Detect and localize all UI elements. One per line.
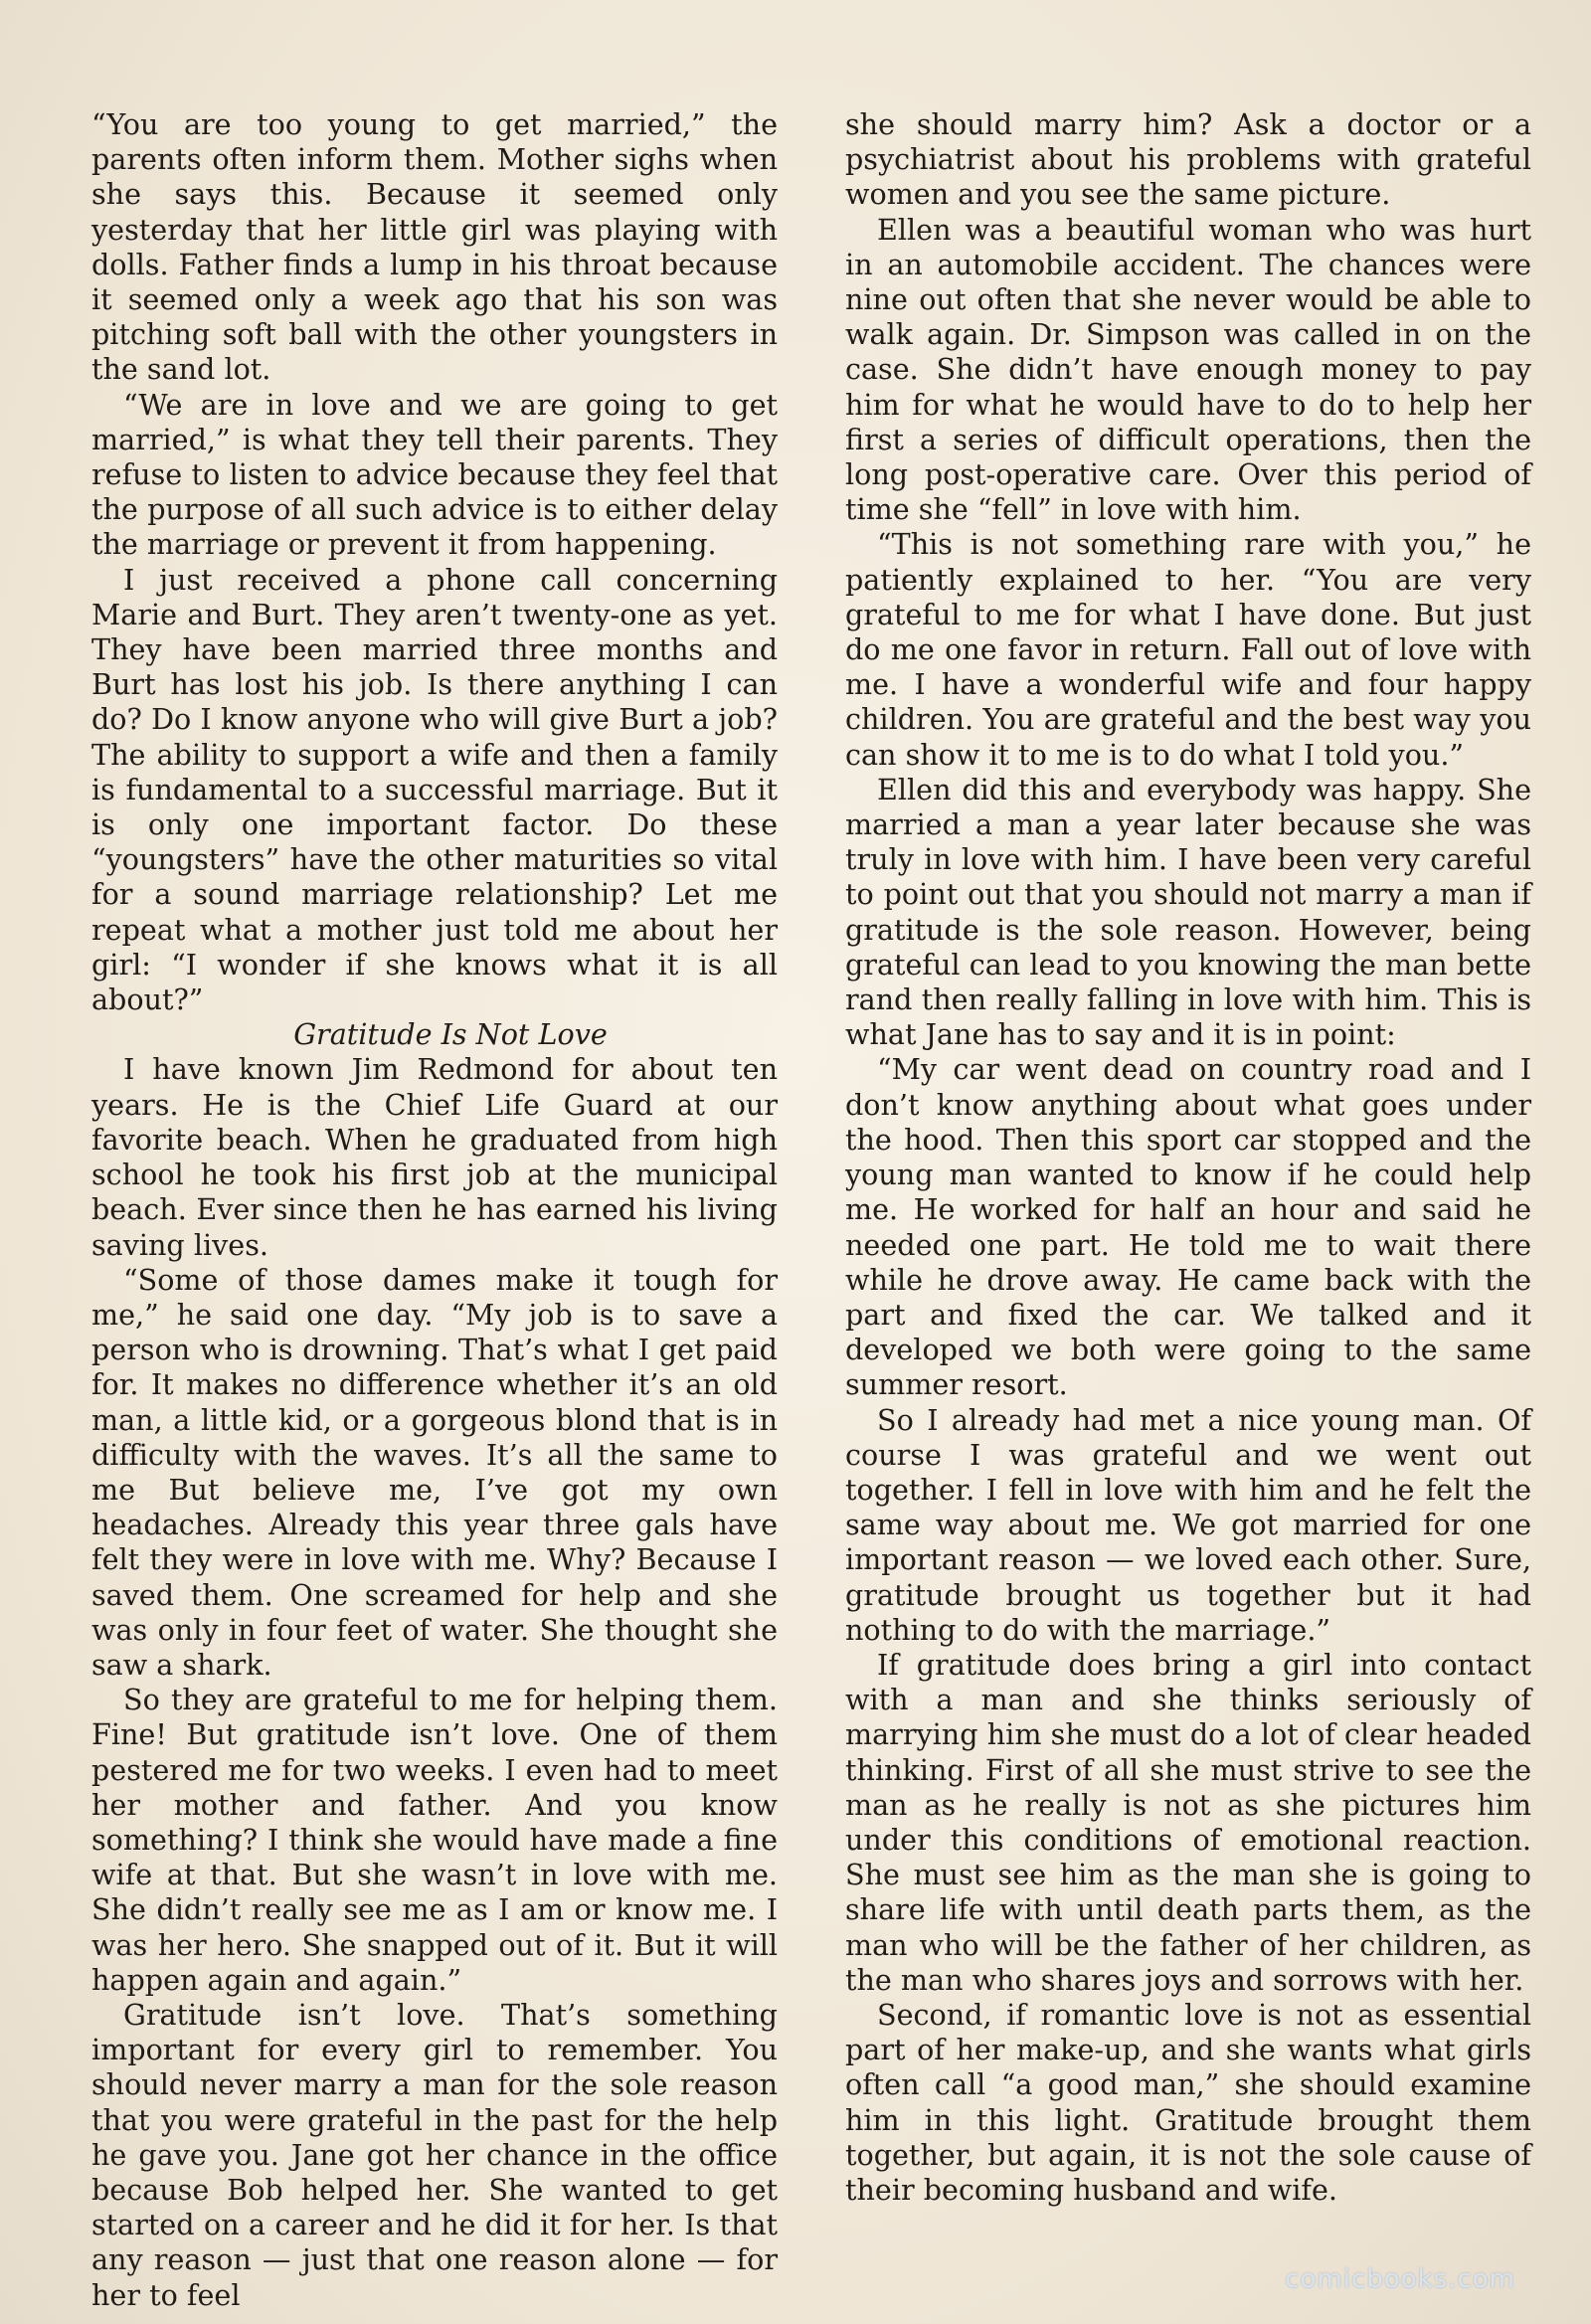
section-heading: Gratitude Is Not Love [293,1017,608,1052]
paragraph: “You are too young to get married,” the parents often inform them. Mother sighs when she says this. Because it seemed only yesterday that her little girl was playing with dolls. Father finds a lump in his throat because it seemed only a week ago that his son was pitching soft ball with the other youngsters in the sand lot. [91,107,778,387]
paragraph: So they are grateful to me for helping them. Fine! But gratitude isn’t love. One of them pestered me for two weeks. I even had to meet her mother and father. And you know something? I think she would have made a fine wife at that. But she wasn’t in love with me. She didn’t really see me as I am or know me. I was her hero. She snapped out of it. But it will happen again and again.” [91,1683,778,1997]
paragraph: So I already had met a nice young man. Of course I was grateful and we went out together. I fell in love with him and he felt the same way about me. We got married for one important reason — we loved each other. Sure, gratitude brought us together but it had nothing to do with the marriage.” [845,1402,1531,1647]
paragraph: Ellen was a beautiful woman who was hurt in an automobile accident. The chances were nine out often that she never would be able to walk again. Dr. Simpson was called in on the case. She didn’t have enough money to pay him for what he would have to do to help her first a series of difficult operations, then the long post-operative care. Over this period of time she “fell” in love with him. [845,212,1531,527]
left-column [91,107,778,2313]
paragraph: “My car went dead on country road and I don’t know anything about what goes under the hood. Then this sport car stopped and the young man wanted to know if he could help me. He worked for half an hour and said he needed one part. He told me to wait there while he drove away. He came back with the part and fixed the car. We talked and it developed we both were going to the same summer resort. [845,1052,1531,1402]
watermark: comicbooks.com [1285,2264,1515,2294]
paragraph: she should marry him? Ask a doctor or a psychiatrist about his problems with grateful women and you see the same picture. [845,107,1531,212]
paragraph: If gratitude does bring a girl into contact with a man and she thinks seriously of marrying him she must do a lot of clear headed thinking. First of all she must strive to see the man as he really is not as she pictures him under this conditions of emotional reaction. She must see him as the man she is going to share life with until death parts them, as the man who will be the father of her children, as the man who shares joys and sorrows with her. [845,1647,1531,1997]
paragraph: “Some of those dames make it tough for me,” he said one day. “My job is to save a person who is drowning. That’s what I get paid for. It makes no difference whether it’s an old man, a little kid, or a gorgeous blond that is in difficulty with the waves. It’s all the same to me But believe me, I’ve got my own headaches. Already this year three gals have felt they were in love with me. Why? Because I saved them. One screamed for help and she was only in four feet of water. She thought she saw a shark. [91,1262,778,1682]
paragraph: Second, if romantic love is not as essential part of her make-up, and she wants what girls often call “a good man,” she should examine him in this light. Gratitude brought them together, but again, it is not the sole cause of their becoming husband and wife. [845,1997,1531,2207]
paragraph: I just received a phone call concerning Marie and Burt. They aren’t twenty-one as yet. They have been married three months and Burt has lost his job. Is there anything I can do? Do I know anyone who will give Burt a job? The ability to support a wife and then a family is fundamental to a successful marriage. But it is only one important factor. Do these “youngsters” have the other maturities so vital for a sound marriage relationship? Let me repeat what a mother just told me about her girl: “I wonder if she knows what it is all about?” [91,562,778,1017]
paragraph: “This is not something rare with you,” he patiently explained to her. “You are very grateful to me for what I have done. But just do me one favor in return. Fall out of love with me. I have a wonderful wife and four happy children. You are grateful and the best way you can show it to me is to do what I told you.” [845,527,1531,772]
right-column [845,107,1531,2208]
paragraph: “We are in love and we are going to get married,” is what they tell their parents. They refuse to listen to advice because they feel that the purpose of all such advice is to either delay the marriage or prevent it from happening. [91,387,778,562]
paragraph: Ellen did this and everybody was happy. She married a man a year later because she was truly in love with him. I have been very careful to point out that you should not marry a man if gratitude is the sole reason. However, being grateful can lead to you knowing the man bette rand then really falling in love with him. This is what Jane has to say and it is in point: [845,772,1531,1052]
paragraph: I have known Jim Redmond for about ten years. He is the Chief Life Guard at our favorite beach. When he graduated from high school he took his first job at the municipal beach. Ever since then he has earned his living saving lives. [91,1052,778,1262]
paragraph: Gratitude isn’t love. That’s something important for every girl to remember. You should never marry a man for the sole reason that you were grateful in the past for the help he gave you. Jane got her chance in the office because Bob helped her. She wanted to get started on a career and he did it for her. Is that any reason — just that one reason alone — for her to feel [91,1997,778,2312]
